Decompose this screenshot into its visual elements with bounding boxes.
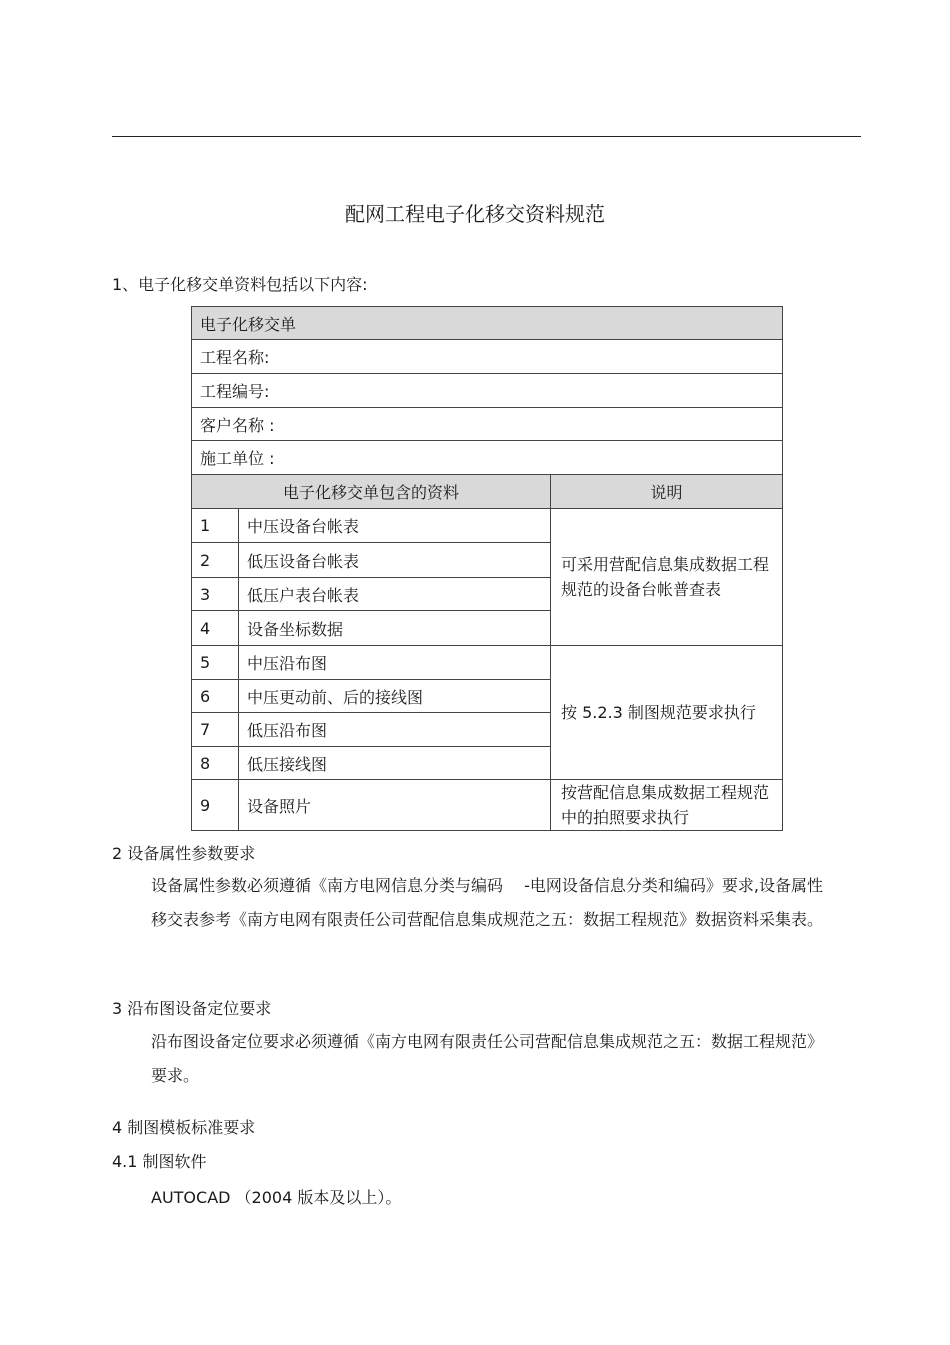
row-number: 1 [192,509,239,543]
row-material: 中压更动前、后的接线图 [239,680,551,713]
group-note: 按营配信息集成数据工程规范中的拍照要求执行 [551,780,783,831]
row-material: 设备照片 [239,780,551,831]
col-header-note: 说明 [551,475,783,509]
section-1-heading: 1、电子化移交单资料包括以下内容: [112,275,368,294]
row-number: 3 [192,578,239,611]
col-header-materials: 电子化移交单包含的资料 [192,475,551,509]
row-number: 2 [192,543,239,578]
handover-table [191,306,783,831]
row-number: 8 [192,747,239,780]
row-material: 低压接线图 [239,747,551,780]
section-2-paragraph [112,869,827,937]
row-number: 5 [192,646,239,680]
group-note: 按 5.2.3 制图规范要求执行 [551,646,783,780]
section-4-heading: 4 制图模板标准要求 [112,1118,256,1137]
row-material: 低压户表台帐表 [239,578,551,611]
top-rule [112,136,861,137]
row-material: 低压设备台帐表 [239,543,551,578]
row-material: 低压沿布图 [239,713,551,747]
section-2-text: 设备属性参数必须遵循《南方电网信息分类与编码 -电网设备信息分类和编码》要求,设备属性移交表参考《南方电网有限责任公司营配信息集成规范之五：数据工程规范》数据资料采集表。 [151,876,824,929]
row-material: 设备坐标数据 [239,611,551,646]
section-3-paragraph [112,1025,827,1093]
row-number: 6 [192,680,239,713]
field-contractor: 施工单位 : [192,441,783,475]
section-3-heading: 3 沿布图设备定位要求 [112,999,272,1018]
row-number: 4 [192,611,239,646]
row-material: 中压设备台帐表 [239,509,551,543]
field-project-name: 工程名称: [192,340,783,374]
table-header: 电子化移交单 [192,307,783,340]
document-title: 配网工程电子化移交资料规范 [345,202,605,226]
field-project-number: 工程编号: [192,374,783,408]
group-note: 可采用营配信息集成数据工程规范的设备台帐普查表 [551,509,783,646]
section-2-heading: 2 设备属性参数要求 [112,844,256,863]
section-4-1-text: AUTOCAD （2004 版本及以上）。 [151,1188,402,1207]
row-number: 9 [192,780,239,831]
row-material: 中压沿布图 [239,646,551,680]
section-3-text: 沿布图设备定位要求必须遵循《南方电网有限责任公司营配信息集成规范之五：数据工程规范》要求。 [151,1032,824,1085]
row-number: 7 [192,713,239,747]
field-customer-name: 客户名称 : [192,408,783,441]
section-4-1-heading: 4.1 制图软件 [112,1152,207,1171]
